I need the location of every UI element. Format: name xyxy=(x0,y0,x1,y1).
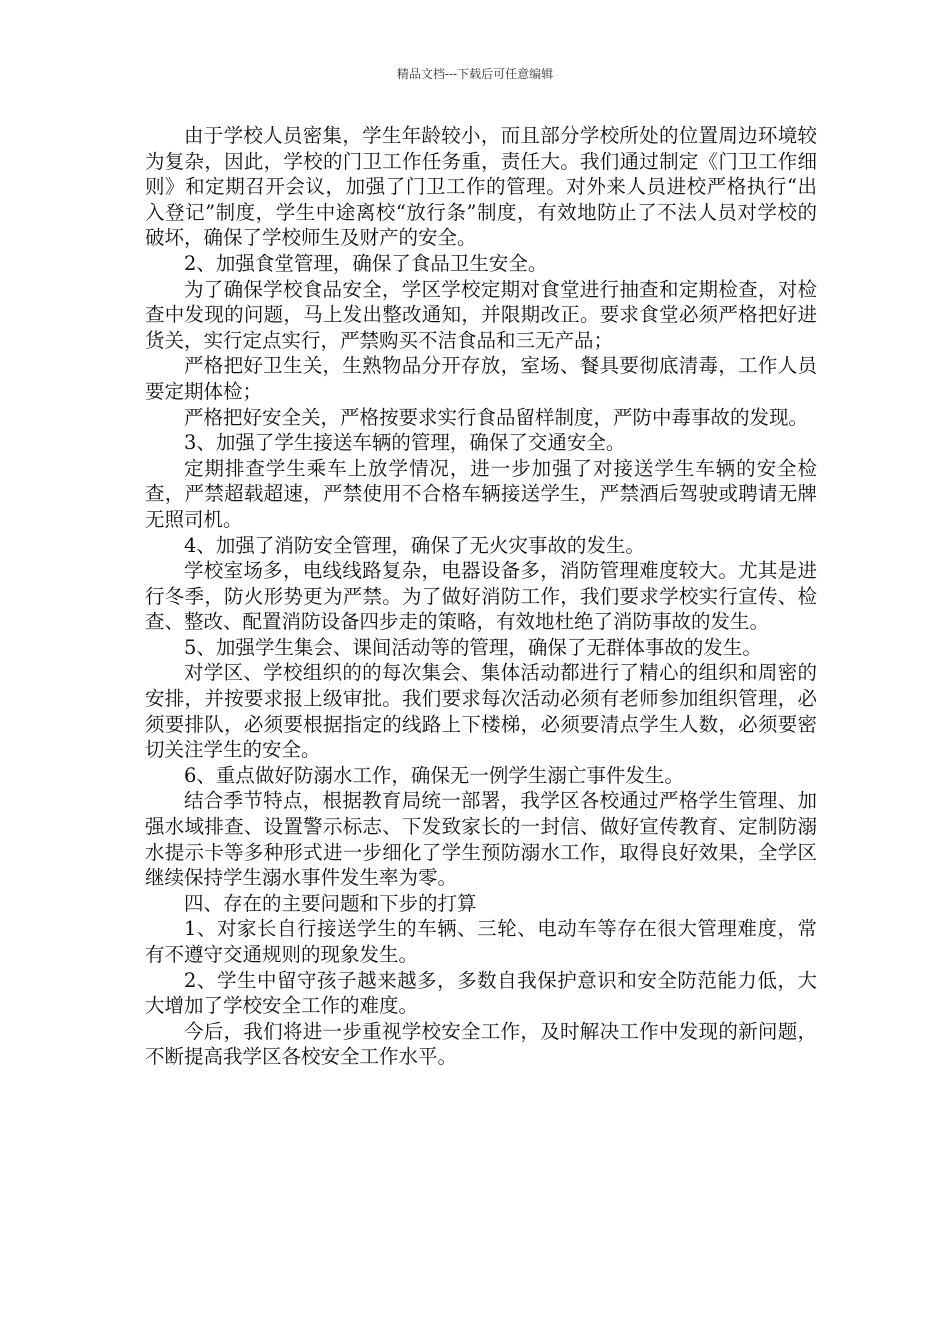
heading-fire-safety: 4、加强了消防安全管理，确保了无火灾事故的发生。 xyxy=(184,533,645,557)
paragraph-gate-security: 由于学校人员密集，学生年龄较小，而且部分学校所处的位置周边环境较为复杂，因此，学校的门卫工作任务重，责任大。我们通过制定《门卫工作细则》和定期召开会议，加强了门卫工作的管理。对外来人员进校严格执行“出入登记”制度，学生中途离校“放行条”制度，有效地防止了不法人员对学校的破坏，确保了学校师生及财产的安全。 xyxy=(145,124,817,250)
paragraph-transport-inspection: 定期排查学生乘车上放学情况，进一步加强了对接送学生车辆的安全检查，严禁超载超速，严禁使用不合格车辆接送学生，严禁酒后驾驶或聘请无牌无照司机。 xyxy=(145,456,817,531)
paragraph-drowning-prevention: 结合季节特点，根据教育局统一部署，我学区各校通过严格学生管理、加强水域排查、设置警示标志、下发致家长的一封信、做好宣传教育、定制防溺水提示卡等多种形式进一步细化了学生预防溺水工作，取得良好效果，全学区继续保持学生溺水事件发生率为零。 xyxy=(145,789,817,890)
paragraph-food-safety: 严格把好安全关，严格按要求实行食品留样制度，严防中毒事故的发现。 xyxy=(184,405,809,429)
paragraph-problem-2: 2、学生中留守孩子越来越多，多数自我保护意识和安全防范能力低，大大增加了学校安全工作的难度。 xyxy=(145,968,817,1018)
heading-canteen-management: 2、加强食堂管理，确保了食品卫生安全。 xyxy=(184,251,548,275)
paragraph-future-plan: 今后，我们将进一步重视学校安全工作，及时解决工作中发现的新问题，不断提高我学区各校安全工作水平。 xyxy=(145,1019,817,1069)
running-header: 精品文档---下载后可任意编辑 xyxy=(396,67,554,81)
heading-problems-and-plans: 四、存在的主要问题和下步的打算 xyxy=(184,891,477,915)
paragraph-hygiene: 严格把好卫生关，生熟物品分开存放，室场、餐具要彻底清毒，工作人员要定期体检； xyxy=(145,354,817,403)
heading-assembly-management: 5、加强学生集会、课间活动等的管理，确保了无群体事故的发生。 xyxy=(184,635,762,659)
paragraph-problem-1: 1、对家长自行接送学生的车辆、三轮、电动车等存在很大管理难度，常有不遵守交通规则的现象发生。 xyxy=(145,917,817,966)
paragraph-canteen-inspection: 为了确保学校食品安全，学区学校定期对食堂进行抽查和定期检查，对检查中发现的问题，马上发出整改通知，并限期改正。要求食堂必须严格把好进货关，实行定点实行，严禁购买不洁食品和三无产品； xyxy=(145,277,817,352)
paragraph-fire-safety: 学校室场多，电线线路复杂，电器设备多，消防管理难度较大。尤其是进行冬季，防火形势更为严禁。为了做好消防工作，我们要求学校实行宣传、检查、整改、配置消防设备四步走的策略，有效地杜绝了消防事故的发生。 xyxy=(145,559,817,634)
paragraph-assembly-management: 对学区、学校组织的的每次集会、集体活动都进行了精心的组织和周密的安排，并按要求报上级审批。我们要求每次活动必须有老师参加组织管理，必须要排队，必须要根据指定的线路上下楼梯，必须要清点学生人数，必须要密切关注学生的安全。 xyxy=(145,661,817,762)
body-text xyxy=(145,123,817,1070)
heading-transport-management: 3、加强了学生接送车辆的管理，确保了交通安全。 xyxy=(184,431,626,455)
heading-drowning-prevention: 6、重点做好防溺水工作，确保无一例学生溺亡事件发生。 xyxy=(184,763,684,787)
